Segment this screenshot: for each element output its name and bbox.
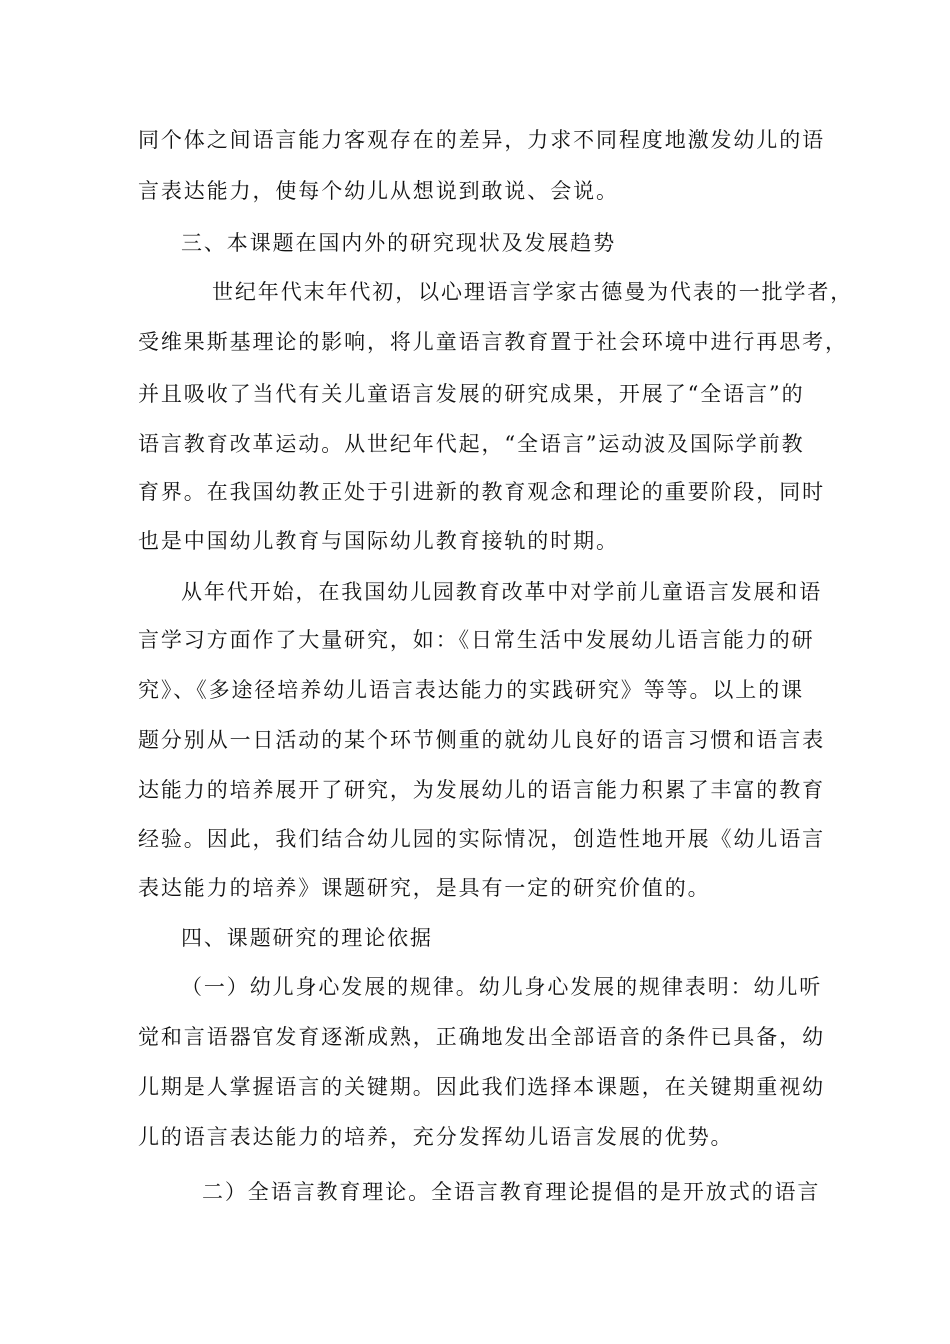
text-line: 并且吸收了当代有关儿童语言发展的研究成果，开展了“全语言”的 (138, 382, 805, 406)
text-line: 觉和言语器官发育逐渐成熟，正确地发出全部语音的条件已具备，幼 (138, 1025, 825, 1049)
section-heading: 四、课题研究的理论依据 (181, 926, 433, 950)
text-line: 受维果斯基理论的影响，将儿童语言教育置于社会环境中进行再思考， (138, 330, 848, 354)
text-line: 题分别从一日活动的某个环节侧重的就幼儿良好的语言习惯和语言表 (138, 728, 825, 752)
text-line: 从年代开始，在我国幼儿园教育改革中对学前儿童语言发展和语 (181, 580, 823, 604)
text-line: 世纪年代末年代初，以心理语言学家古德曼为代表的一批学者， (212, 280, 854, 304)
text-line: 言学习方面作了大量研究，如：《日常生活中发展幼儿语言能力的研 (138, 628, 815, 652)
text-line: 也是中国幼儿教育与国际幼儿教育接轨的时期。 (138, 529, 619, 553)
text-line: 经验。因此，我们结合幼儿园的实际情况，创造性地开展《幼儿语言 (138, 827, 825, 851)
text-line: 同个体之间语言能力客观存在的差异，力求不同程度地激发幼儿的语 (138, 128, 825, 152)
text-line: 究》、《多途径培养幼儿语言表达能力的实践研究》等等。以上的课 (138, 678, 804, 702)
text-line: 儿期是人掌握语言的关键期。因此我们选择本课题，在关键期重视幼 (138, 1075, 825, 1099)
text-line: 言表达能力，使每个幼儿从想说到敢说、会说。 (138, 179, 619, 203)
text-line: 达能力的培养展开了研究，为发展幼儿的语言能力积累了丰富的教育 (138, 778, 825, 802)
text-line: 儿的语言表达能力的培养，充分发挥幼儿语言发展的优势。 (138, 1125, 734, 1149)
text-line: 二）全语言教育理论。全语言教育理论提倡的是开放式的语言 (202, 1180, 821, 1204)
text-line: 语言教育改革运动。从世纪年代起，“全语言”运动波及国际学前教 (138, 432, 805, 456)
text-line: （一）幼儿身心发展的规律。幼儿身心发展的规律表明：幼儿听 (181, 975, 823, 999)
text-line: 育界。在我国幼教正处于引进新的教育观念和理论的重要阶段，同时 (138, 480, 825, 504)
section-heading: 三、本课题在国内外的研究现状及发展趋势 (181, 231, 617, 255)
text-line: 表达能力的培养》课题研究，是具有一定的研究价值的。 (138, 876, 711, 900)
